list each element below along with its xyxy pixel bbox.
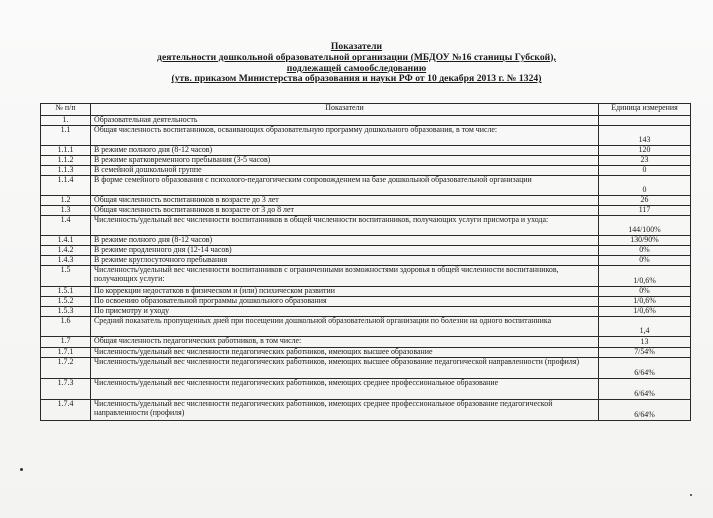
table-row bbox=[41, 116, 691, 126]
row-unit: 1/0,6% bbox=[599, 297, 691, 307]
row-unit: 130/90% bbox=[599, 236, 691, 246]
row-indicator: По присмотру и уходу bbox=[91, 307, 599, 317]
table-row bbox=[41, 176, 691, 196]
table-row bbox=[41, 266, 691, 287]
heading-title: Показатели bbox=[330, 41, 383, 52]
row-number: 1.1.4 bbox=[41, 176, 91, 196]
row-number: 1.2 bbox=[41, 196, 91, 206]
table-row bbox=[41, 400, 691, 421]
row-indicator: В режиме полного дня (8-12 часов) bbox=[91, 236, 599, 246]
table-row bbox=[41, 196, 691, 206]
header-number: № п/п bbox=[41, 104, 91, 116]
row-number: 1. bbox=[41, 116, 91, 126]
table-row bbox=[41, 379, 691, 400]
row-number: 1.7.3 bbox=[41, 379, 91, 400]
table-row bbox=[41, 216, 691, 236]
row-indicator: В режиме полного дня (8-12 часов) bbox=[91, 146, 599, 156]
row-unit: 1,4 bbox=[599, 317, 691, 337]
indicators-table bbox=[40, 103, 691, 421]
row-number: 1.5.3 bbox=[41, 307, 91, 317]
row-indicator: Общая численность воспитанников в возрасте до 3 лет bbox=[91, 196, 599, 206]
row-indicator: Численность/удельный вес численности педагогических работников, имеющих высшее образование bbox=[91, 348, 599, 358]
row-number: 1.7.1 bbox=[41, 348, 91, 358]
row-indicator: Общая численность педагогических работников, в том числе: bbox=[91, 337, 599, 348]
row-indicator: Численность/удельный вес численности педагогических работников, имеющих среднее профессиональное образование педагогической направленности (профиля) bbox=[91, 400, 599, 421]
row-indicator: Образовательная деятельность bbox=[91, 116, 599, 126]
table-row bbox=[41, 337, 691, 348]
row-unit: 143 bbox=[599, 126, 691, 146]
table-row bbox=[41, 246, 691, 256]
row-unit: 6/64% bbox=[599, 379, 691, 400]
row-indicator: Средний показатель пропущенных дней при посещении дошкольной образовательной организации по болезни на одного воспитанника bbox=[91, 317, 599, 337]
table-header-row bbox=[41, 104, 691, 116]
row-unit: 1/0,6% bbox=[599, 307, 691, 317]
row-indicator: Численность/удельный вес численности воспитанников с ограниченными возможностями здоровья в общей численности воспитанников, получающих услуги: bbox=[91, 266, 599, 287]
heading-organization: деятельности дошкольной образовательной организации (МБДОУ №16 станицы Губской), bbox=[157, 51, 556, 63]
row-indicator: В режиме продленного дня (12-14 часов) bbox=[91, 246, 599, 256]
table-row bbox=[41, 206, 691, 216]
table-row bbox=[41, 146, 691, 156]
row-number: 1.5 bbox=[41, 266, 91, 287]
row-indicator: Общая численность воспитанников в возрасте от 3 до 8 лет bbox=[91, 206, 599, 216]
row-unit: 7/54% bbox=[599, 348, 691, 358]
row-unit bbox=[599, 116, 691, 126]
row-indicator: В форме семейного образования с психолого-педагогическим сопровождением на базе дошкольной образовательной организации bbox=[91, 176, 599, 196]
row-indicator: Общая численность воспитанников, осваивающих образовательную программу дошкольного образования, в том числе: bbox=[91, 126, 599, 146]
row-number: 1.4 bbox=[41, 216, 91, 236]
table-row bbox=[41, 166, 691, 176]
row-unit: 6/64% bbox=[599, 400, 691, 421]
row-number: 1.1 bbox=[41, 126, 91, 146]
table-row bbox=[41, 126, 691, 146]
table-row bbox=[41, 297, 691, 307]
header-unit: Единица измерения bbox=[599, 104, 691, 116]
row-number: 1.4.1 bbox=[41, 236, 91, 246]
table-row bbox=[41, 317, 691, 337]
row-indicator: Численность/удельный вес численности педагогических работников, имеющих высшее образование педагогической направленности (профиля) bbox=[91, 358, 599, 379]
row-unit: 6/64% bbox=[599, 358, 691, 379]
row-unit: 0% bbox=[599, 246, 691, 256]
row-number: 1.7.4 bbox=[41, 400, 91, 421]
heading-order: (утв. приказом Министерства образования и науки РФ от 10 декабря 2013 г. № 1324) bbox=[171, 73, 542, 85]
row-number: 1.4.3 bbox=[41, 256, 91, 266]
table-row bbox=[41, 358, 691, 379]
row-number: 1.5.1 bbox=[41, 287, 91, 297]
row-number: 1.1.1 bbox=[41, 146, 91, 156]
row-unit: 144/100% bbox=[599, 216, 691, 236]
row-unit: 0% bbox=[599, 256, 691, 266]
scan-speck bbox=[20, 468, 23, 471]
document-heading bbox=[0, 42, 713, 85]
row-number: 1.3 bbox=[41, 206, 91, 216]
row-number: 1.4.2 bbox=[41, 246, 91, 256]
row-number: 1.7.2 bbox=[41, 358, 91, 379]
row-number: 1.5.2 bbox=[41, 297, 91, 307]
row-unit: 0% bbox=[599, 287, 691, 297]
row-indicator: Численность/удельный вес численности воспитанников в общей численности воспитанников, получающих услуги присмотра и ухода: bbox=[91, 216, 599, 236]
row-indicator: В режиме кратковременного пребывания (3-5 часов) bbox=[91, 156, 599, 166]
row-indicator: Численность/удельный вес численности педагогических работников, имеющих среднее профессиональное образование bbox=[91, 379, 599, 400]
row-indicator: По коррекции недостатков в физическом и (или) психическом развитии bbox=[91, 287, 599, 297]
table-row bbox=[41, 256, 691, 266]
row-unit: 26 bbox=[599, 196, 691, 206]
row-indicator: В семейной дошкольной группе bbox=[91, 166, 599, 176]
heading-subtitle: подлежащей самообследованию bbox=[286, 62, 427, 74]
table-row bbox=[41, 287, 691, 297]
row-unit: 0 bbox=[599, 166, 691, 176]
row-unit: 0 bbox=[599, 176, 691, 196]
table-row bbox=[41, 348, 691, 358]
row-unit: 1/0,6% bbox=[599, 266, 691, 287]
row-number: 1.1.3 bbox=[41, 166, 91, 176]
row-indicator: В режиме круглосуточного пребывания bbox=[91, 256, 599, 266]
row-number: 1.7 bbox=[41, 337, 91, 348]
row-number: 1.1.2 bbox=[41, 156, 91, 166]
scan-speck bbox=[690, 494, 692, 496]
header-indicator: Показатели bbox=[91, 104, 599, 116]
row-number: 1.6 bbox=[41, 317, 91, 337]
table-row bbox=[41, 236, 691, 246]
row-indicator: По освоению образовательной программы дошкольного образования bbox=[91, 297, 599, 307]
row-unit: 120 bbox=[599, 146, 691, 156]
table-row bbox=[41, 307, 691, 317]
row-unit: 13 bbox=[599, 337, 691, 348]
row-unit: 23 bbox=[599, 156, 691, 166]
table-row bbox=[41, 156, 691, 166]
row-unit: 117 bbox=[599, 206, 691, 216]
